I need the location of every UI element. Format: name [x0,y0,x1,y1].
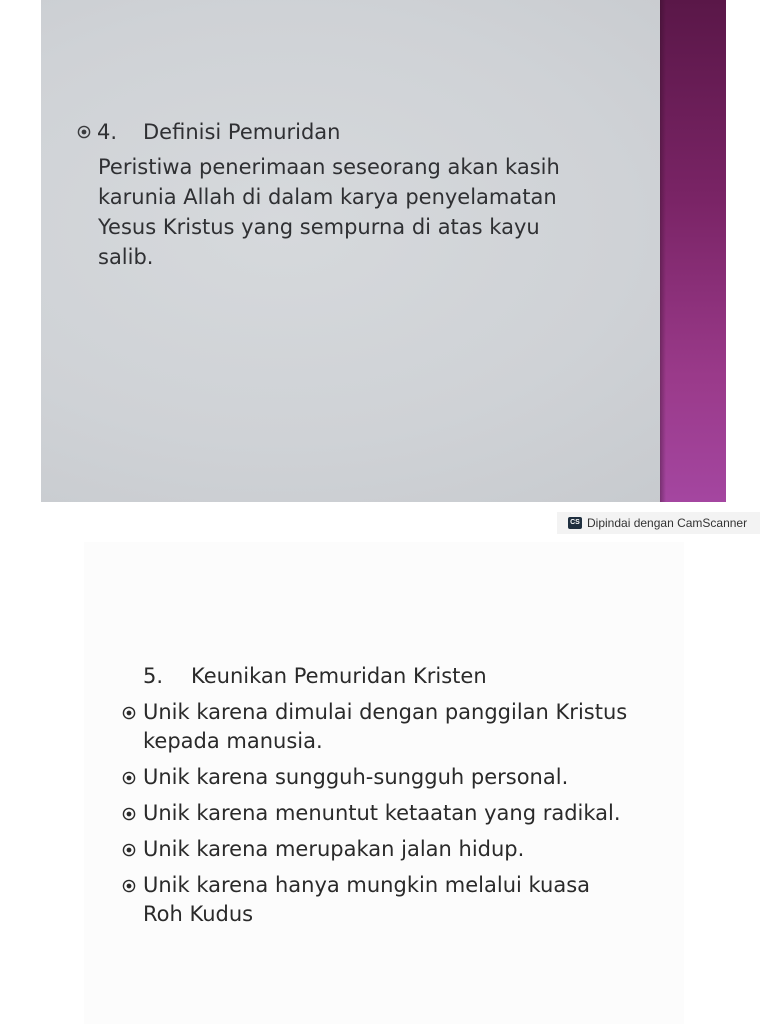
list-item-line: Unik karena sungguh-sungguh personal. [143,765,569,789]
circled-dot-icon [77,125,91,139]
slide2-heading-title: Keunikan Pemuridan Kristen [191,664,487,688]
slide2-heading [143,662,487,690]
slide1-body-line: salib. [98,245,154,269]
slide2-heading-number: 5. [143,664,164,688]
list-item [122,799,682,828]
list-item [122,698,682,756]
list-item-line: kepada manusia. [143,729,323,753]
slide-keunikan-pemuridan [84,542,684,1024]
camscanner-label: Dipindai dengan CamScanner [587,516,748,530]
list-item-line: Unik karena hanya mungkin melalui kuasa [143,873,591,897]
list-item-line: Unik karena merupakan jalan hidup. [143,837,525,861]
slide1-heading-title: Definisi Pemuridan [143,120,341,144]
slide1-body-line: karunia Allah di dalam karya penyelamatan [98,185,557,209]
slide2-bullet-list [122,698,682,936]
camscanner-logo-icon: CS [568,517,582,529]
list-item-line: Unik karena dimulai dengan panggilan Kristus [143,700,628,724]
slide1-heading-number: 4. [97,120,118,144]
camscanner-watermark [557,512,760,534]
list-item [122,871,682,929]
slide-accent-bar [660,0,726,502]
slide1-body-line: Peristiwa penerimaan seseorang akan kasih [98,155,560,179]
circled-dot-icon [122,843,136,857]
slide1-heading [77,118,341,146]
slide-definisi-pemuridan [41,0,726,502]
slide1-body-line: Yesus Kristus yang sempurna di atas kayu [98,215,540,239]
list-item-line: Unik karena menuntut ketaatan yang radikal. [143,801,621,825]
circled-dot-icon [122,706,136,720]
list-item [122,763,682,792]
list-item [122,835,682,864]
circled-dot-icon [122,879,136,893]
list-item-line: Roh Kudus [143,902,254,926]
circled-dot-icon [122,771,136,785]
slide1-body [98,152,618,272]
circled-dot-icon [122,807,136,821]
